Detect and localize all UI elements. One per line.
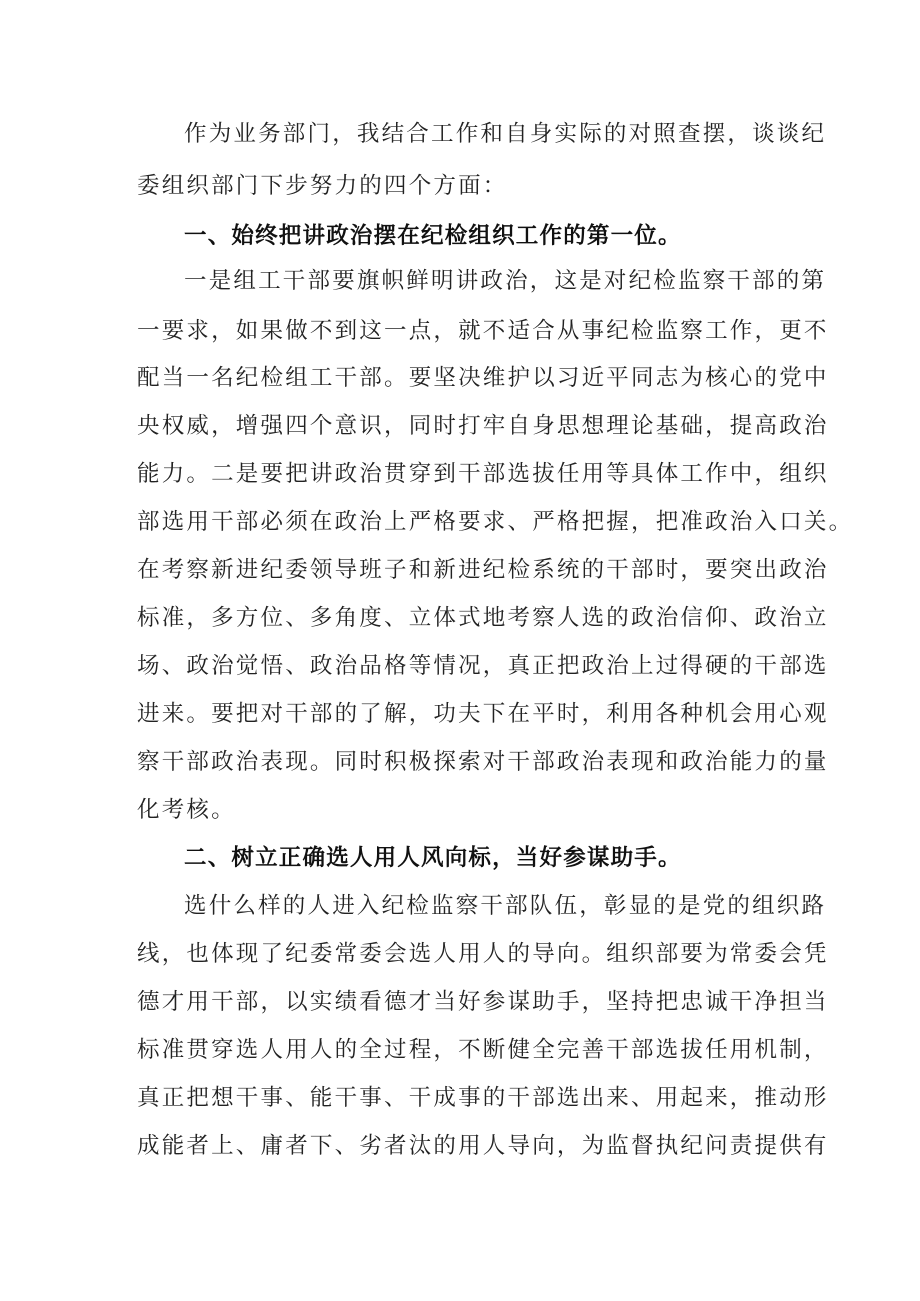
paragraph-section1-line-11: 察干部政治表现。同时积极探索对干部政治表现和政治能力的量 [137, 749, 829, 775]
paragraph-section1-line-3: 配当一名纪检组工干部。要坚决维护以习近平同志为核心的党中 [137, 365, 829, 391]
paragraph-section1-line-10: 进来。要把对干部的了解，功夫下在平时，利用各种机会用心观 [137, 701, 829, 727]
paragraph-section2-line-5: 真正把想干事、能干事、干成事的干部选出来、用起来，推动形 [137, 1085, 829, 1111]
paragraph-section1-line-6: 部选用干部必须在政治上严格要求、严格把握，把准政治入口关。 [137, 509, 854, 535]
paragraph-section2-line-6: 成能者上、庸者下、劣者汰的用人导向，为监督执纪问责提供有 [137, 1133, 829, 1159]
paragraph-intro-line-1: 作为业务部门，我结合工作和自身实际的对照查摆，谈谈纪 [184, 121, 827, 147]
paragraph-section1-line-12: 化考核。 [137, 797, 236, 823]
paragraph-section2-line-3: 德才用干部，以实绩看德才当好参谋助手，坚持把忠诚干净担当 [137, 989, 829, 1015]
paragraph-section1-line-4: 央权威，增强四个意识，同时打牢自身思想理论基础，提高政治 [137, 413, 829, 439]
paragraph-section2-line-4: 标准贯穿选人用人的全过程，不断健全完善干部选拔任用机制， [137, 1037, 829, 1063]
paragraph-section1-line-8: 标准，多方位、多角度、立体式地考察人选的政治信仰、政治立 [137, 605, 829, 631]
paragraph-section1-line-2: 一要求，如果做不到这一点，就不适合从事纪检监察工作，更不 [137, 318, 829, 344]
paragraph-section1-line-5: 能力。二是要把讲政治贯穿到干部选拔任用等具体工作中，组织 [137, 461, 829, 487]
section-heading-2: 二、树立正确选人用人风向标，当好参谋助手。 [184, 845, 682, 871]
paragraph-section2-line-1: 选什么样的人进入纪检监察干部队伍，彰显的是党的组织路 [184, 893, 827, 919]
section-heading-1: 一、始终把讲政治摆在纪检组织工作的第一位。 [184, 223, 682, 249]
paragraph-section1-line-1: 一是组工干部要旗帜鲜明讲政治，这是对纪检监察干部的第 [184, 268, 827, 294]
paragraph-section1-line-7: 在考察新进纪委领导班子和新进纪检系统的干部时，要突出政治 [137, 557, 829, 583]
paragraph-section1-line-9: 场、政治觉悟、政治品格等情况，真正把政治上过得硬的干部选 [137, 653, 829, 679]
paragraph-section2-line-2: 线，也体现了纪委常委会选人用人的导向。组织部要为常委会凭 [137, 941, 829, 967]
paragraph-intro-line-2: 委组织部门下步努力的四个方面： [137, 173, 508, 199]
